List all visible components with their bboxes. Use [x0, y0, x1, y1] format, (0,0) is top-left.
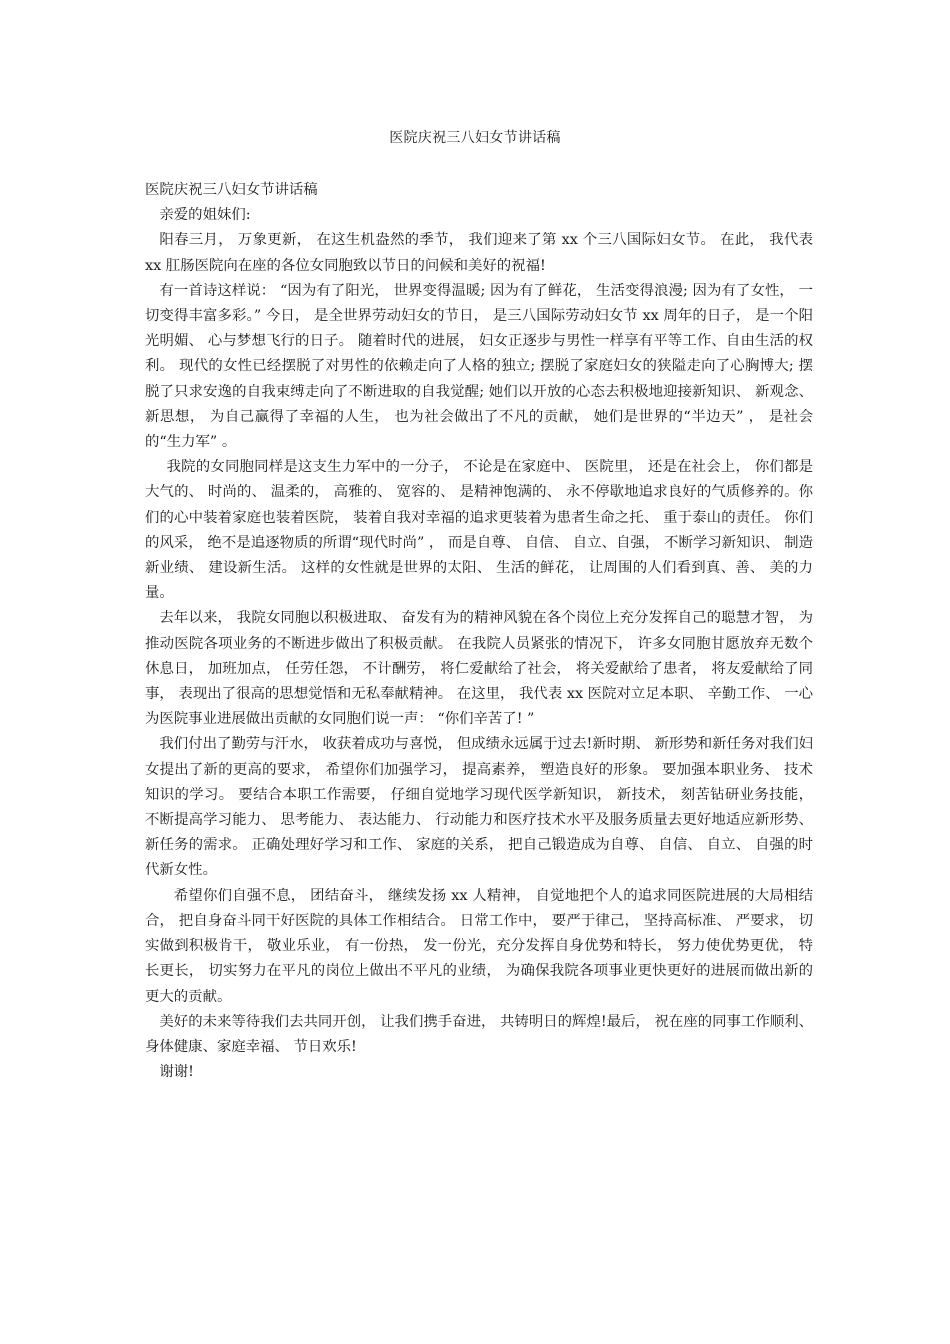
paragraph-5: 我们付出了勤劳与汗水， 收获着成功与喜悦， 但成绩永远属于过去!新时期、 新形势和新任务对我们妇女提出了新的更高的要求， 希望你们加强学习， 提高素养， 塑造良好的形象。 要加强本职业务、 技术知识的学习。 要结合本职工作需要， 仔细自觉地学习现代医学新知识， 新技术， 刻苦钻研业务技能， 不断提高学习能力、 思考能力、 表达能力、 行动能力和医疗技术水平及服务质量去更好地适应新形势、 新任务的需求。 正确处理好学习和工作、 家庭的关系， 把自己锻造成为自尊、 自信、 自立、 自强的时代新女性。 — [145, 736, 813, 879]
document-body — [145, 178, 813, 1085]
paragraph-4: 去年以来， 我院女同胞以积极进取、 奋发有为的精神风貌在各个岗位上充分发挥自己的聪慧才智， 为推动医院各项业务的不断进步做出了积极贡献。 在我院人员紧张的情况下， 许多女同胞甘愿放弃无数个休息日， 加班加点， 任劳任怨， 不计酬劳， 将仁爱献给了社会， 将关爱献给了患者， 将友爱献给了同事， 表现出了很高的思想觉悟和无私奉献精神。 在这里， 我代表 xx 医院对立足本职、 辛勤工作、 一心为医院事业进展做出贡献的女同胞们说一声： “你们辛苦了! ” — [145, 610, 813, 728]
document-heading: 医院庆祝三八妇女节讲话稿 — [145, 182, 318, 198]
closing: 谢谢! — [159, 1064, 194, 1081]
salutation: 亲爱的姐妹们: — [159, 207, 251, 224]
paragraph-3: 我院的女同胞同样是这支生力军中的一分子， 不论是在家庭中、 医院里， 还是在社会上， 你们都是大气的、 时尚的、 温柔的， 高雅的、 宽容的、 是精神饱满的、 永不停歇地追求良好的气质修养的。你们的心中装着家庭也装着医院， 装着自我对幸福的追求更装着为患者生命之托、 重于泰山的责任。 你们的风采， 绝不是追逐物质的所谓“现代时尚” ， 而是自尊、 自信、 自立、自强， 不断学习新知识、 制造新业绩、 建设新生活。 这样的女性就是世界的太阳、 生活的鲜花， 让周围的人们看到真、善、 美的力量。 — [145, 459, 813, 602]
paragraph-1: 阳春三月， 万象更新， 在这生机盎然的季节， 我们迎来了第 xx 个三八国际妇女节。 在此， 我代表 xx 肛肠医院向在座的各位女同胞致以节日的问候和美好的祝福! — [145, 232, 813, 274]
paragraph-6: 希望你们自强不息， 团结奋斗， 继续发扬 xx 人精神， 自觉地把个人的追求同医院进展的大局相结合， 把自身奋斗同干好医院的具体工作相结合。 日常工作中， 要严于律己， 坚持高标准、 严要求， 切实做到积极肯干， 敬业乐业， 有一份热， 发一份光，充分发挥自身优势和特长， 努力使优势更优， 特长更长， 切实努力在平凡的岗位上做出不平凡的业绩， 为确保我院各项事业更快更好的进展而做出新的更大的贡献。 — [145, 887, 813, 1005]
paragraph-7: 美好的未来等待我们去共同开创， 让我们携手奋进， 共铸明日的辉煌!最后， 祝在座的同事工作顺利、 身体健康、家庭幸福、 节日欢乐! — [145, 1013, 813, 1055]
paragraph-2: 有一首诗这样说： “因为有了阳光， 世界变得温暖; 因为有了鲜花， 生活变得浪漫; 因为有了女性， 一切变得丰富多彩。” 今日， 是全世界劳动妇女的节日， 是三八国际劳动妇女节 xx 周年的日子， 是一个阳光明媚、 心与梦想飞行的日子。 随着时代的进展， 妇女正逐步与男性一样享有平等工作、自由生活的权利。 现代的女性已经摆脱了对男性的依赖走向了人格的独立; 摆脱了家庭妇女的狭隘走向了心胸博大; 摆脱了只求安逸的自我束缚走向了不断进取的自我觉醒; 她们以开放的心态去积极地迎接新知识、 新观念、 新思想， 为自己赢得了幸福的人生， 也为社会做出了不凡的贡献， 她们是世界的“半边天” ， 是社会的“生力军” 。 — [145, 282, 813, 451]
page-title: 医院庆祝三八妇女节讲话稿 — [389, 130, 561, 146]
